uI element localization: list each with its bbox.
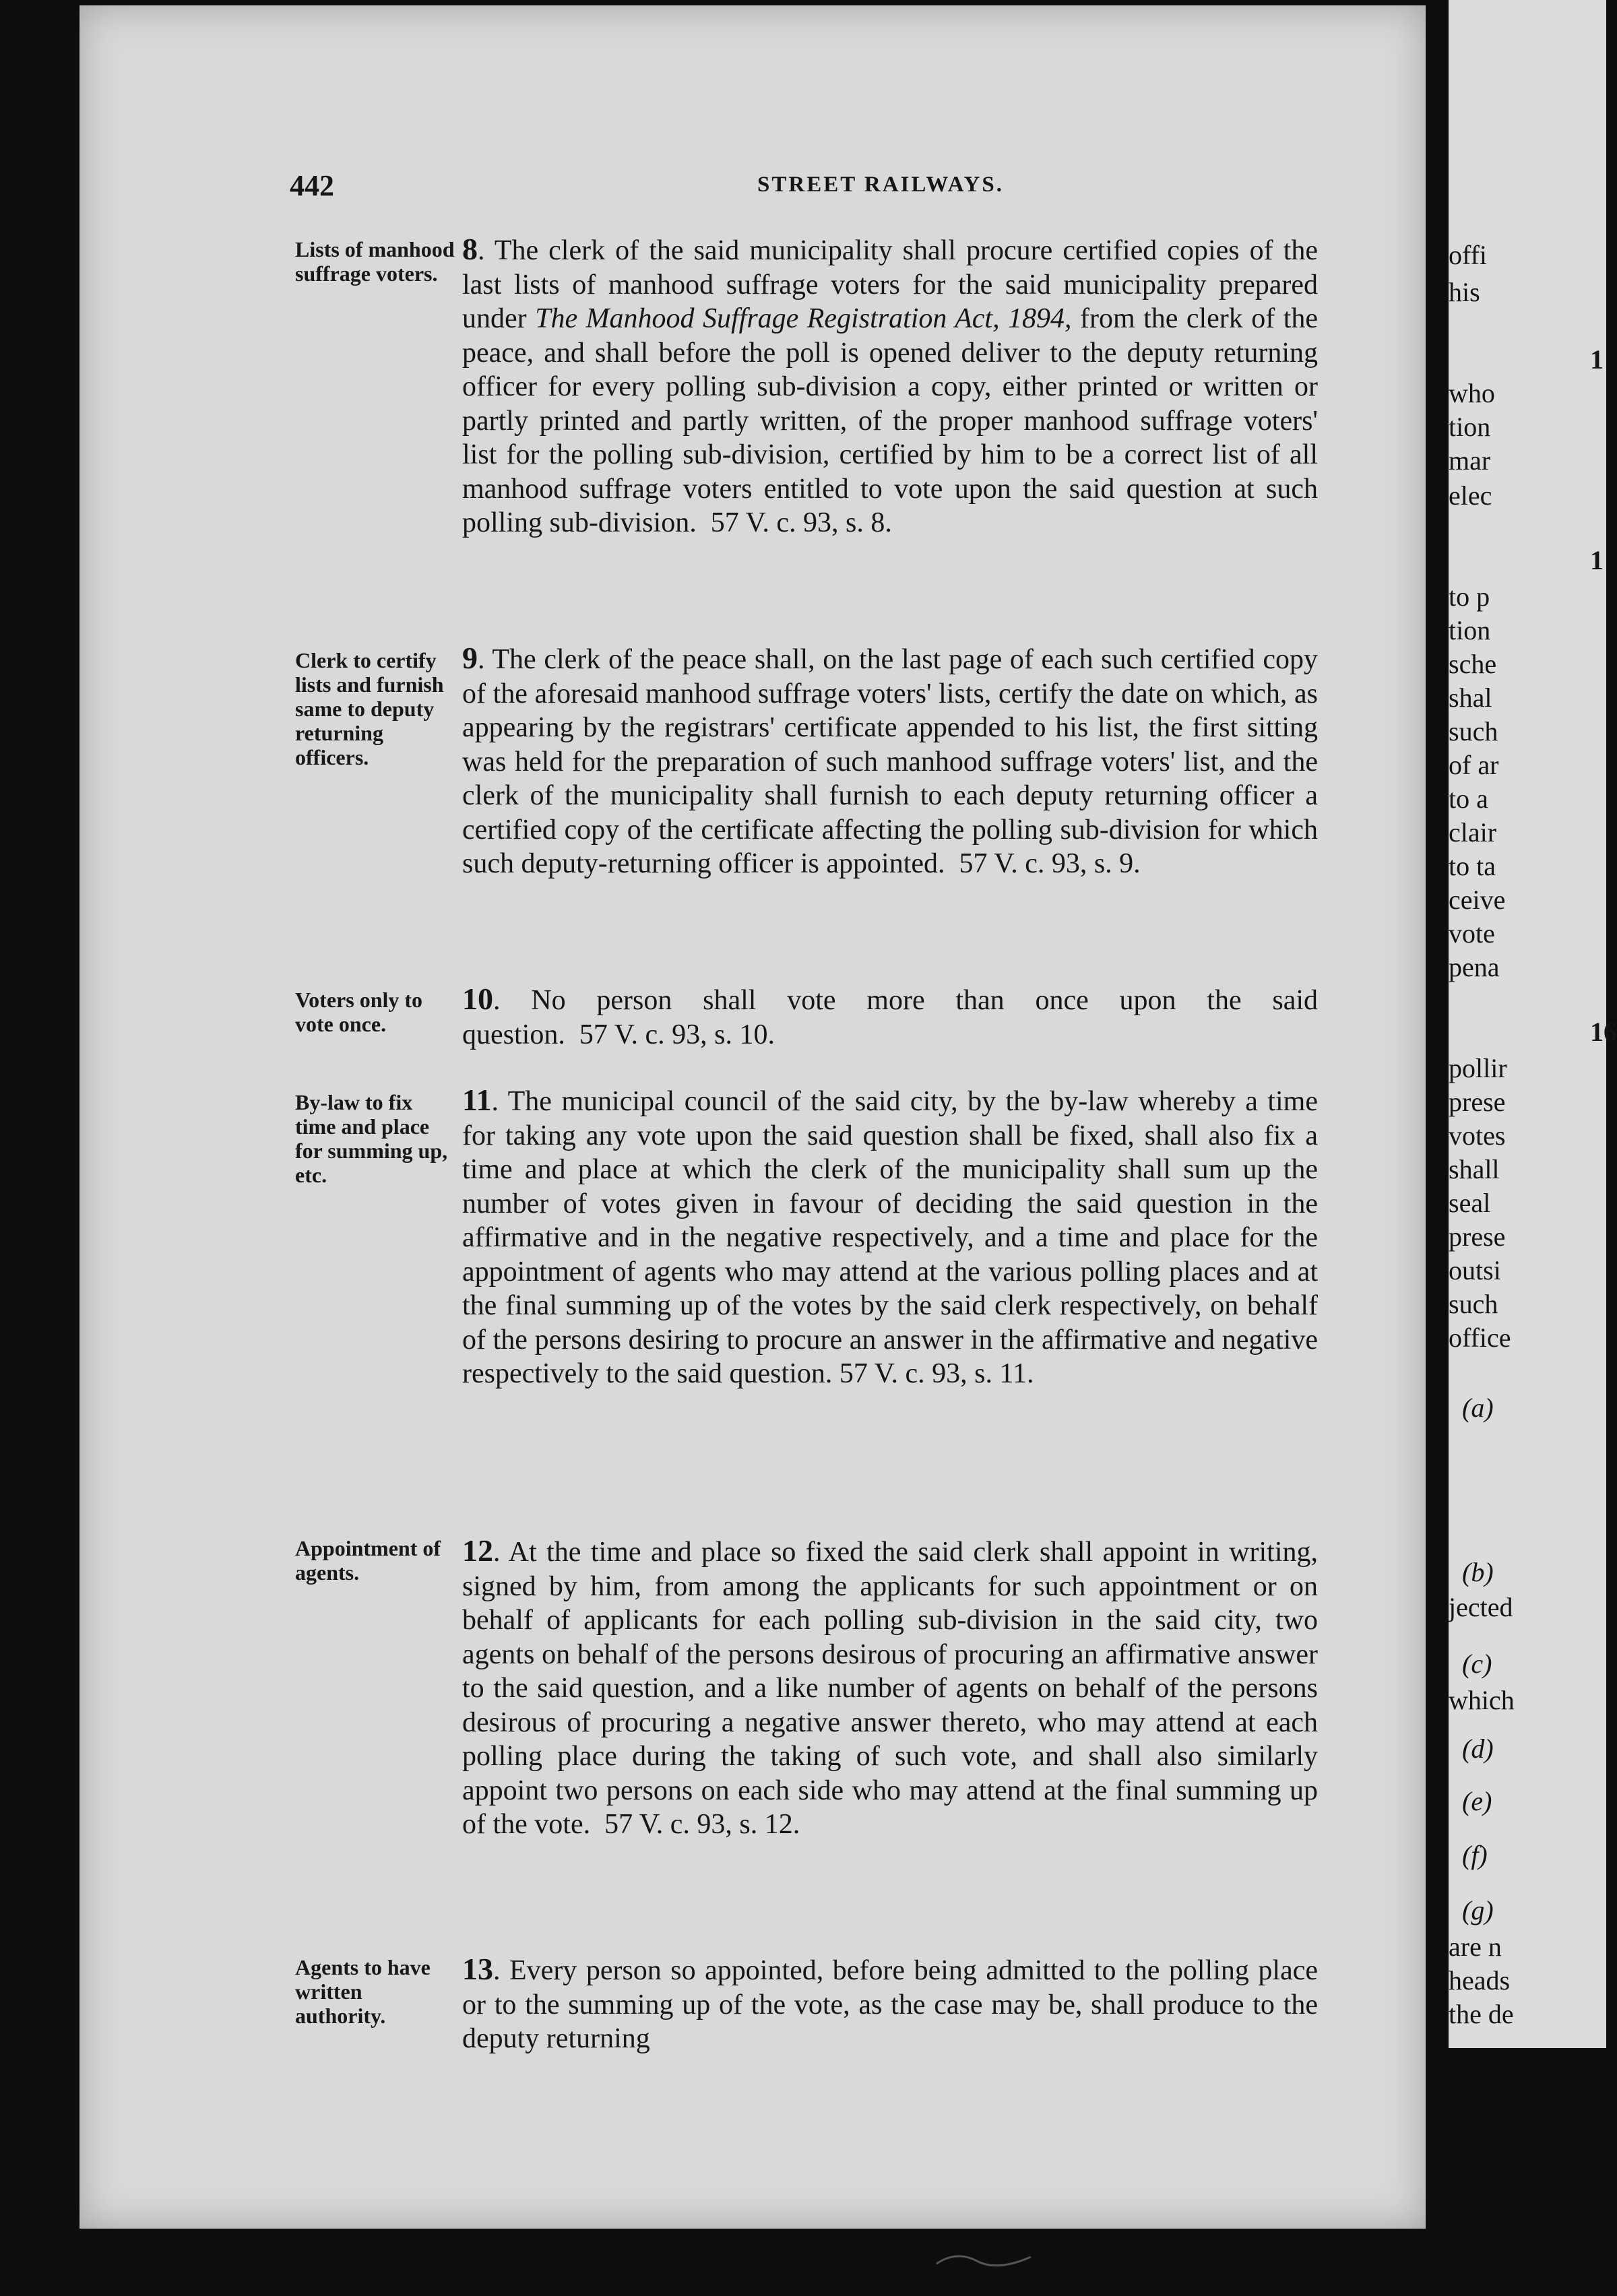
facing-page-fragment: such bbox=[1449, 1289, 1498, 1319]
facing-page-fragment: tion bbox=[1449, 615, 1491, 645]
facing-page-fragment: jected bbox=[1449, 1592, 1513, 1622]
facing-page-fragment: heads bbox=[1449, 1965, 1511, 1996]
section-text: The clerk of the peace shall, on the last page of each such certified copy of the aforesaid manhood suffrage voters' lists, certify the date on which, as appearing by the registrars' certificate appended to his list, the first sitting was held for the preparation of such manhood suffrage voters' list, and the clerk of the municipality shall furnish to each deputy returning officer a certified copy of the certificate affecting the polling sub-division for which such deputy-returning officer is appointed. bbox=[462, 644, 1318, 879]
facing-page-fragment: pena bbox=[1449, 952, 1500, 982]
section-number: 13 bbox=[462, 1952, 493, 1986]
section-number: 11 bbox=[462, 1083, 492, 1117]
margin-note-13: Agents to have written authority. bbox=[295, 1955, 431, 2028]
margin-note-10: Voters only to vote once. bbox=[295, 988, 423, 1036]
facing-page-fragment: tion bbox=[1449, 412, 1491, 442]
margin-note-11: By-law to fix time and place for summing up, etc. bbox=[295, 1090, 448, 1187]
statute-title: The Manhood Suffrage Registration Act, 1894, bbox=[535, 303, 1072, 334]
section-12: 12. At the time and place so fixed the said clerk shall appoint in writing, signed by him, from among the applicants for such appointment or on behalf of applicants for each polling sub-division in the said city, two agents on behalf of the persons desirous of procuring an affirmative answer to the said question, and a like number of agents on behalf of the persons desirous of procuring a negative answer thereto, who may attend at each polling place during the taking of such vote, and shall also similarly appoint two persons on each side who may attend at the final summing up of the vote. 57 V. c. 93, s. 12. bbox=[462, 1533, 1318, 1840]
citation: 57 V. c. 93, s. 12. bbox=[604, 1809, 800, 1840]
facing-page-fragment: elec bbox=[1449, 480, 1492, 511]
section-number: 12 bbox=[462, 1533, 493, 1568]
citation: 57 V. c. 93, s. 10. bbox=[579, 1019, 775, 1050]
section-text: Every person so appointed, before being admitted to the polling place or to the summing up of the vote, as the case may be, shall produce to the deputy returning bbox=[462, 1955, 1318, 2054]
facing-page-fragment: shall bbox=[1449, 1154, 1500, 1184]
facing-page-fragment: 1 bbox=[1590, 545, 1604, 575]
facing-page-fragment: (a) bbox=[1462, 1393, 1494, 1423]
facing-page-fragment: clair bbox=[1449, 817, 1497, 848]
facing-page-fragment: the de bbox=[1449, 1999, 1514, 2029]
section-11: 11. The municipal council of the said city, by the by-law whereby a time for taking any vote upon the said question shall be fixed, shall also fix a time and place at which the clerk of the municipality shall sum up the number of votes given in favour of deciding the said question in the affirmative and in the negative respectively, and a time and place for the appointment of agents who may attend at the various polling places and at the final summing up of the votes by the said clerk respectively, on behalf of the persons desiring to procure an answer in the affirmative and negative respectively to the said question. 57 V. c. 93, s. 11. bbox=[462, 1083, 1318, 1389]
facing-page-fragment: (b) bbox=[1462, 1557, 1494, 1587]
section-text: The municipal council of the said city, by the by-law whereby a time for taking any vote upon the said question shall be fixed, shall also fix a time and place at which the clerk of the municipality shall sum up the number of votes given in favour of deciding the said question in the affirmative and in the negative respectively, and a time and place for the appointment of agents who may attend at the various polling places and at the final summing up of the votes by the said clerk respectively, on behalf of the persons desiring to procure an answer in the affirmative and negative respectively to the said question. bbox=[462, 1086, 1318, 1389]
facing-page-fragment: prese bbox=[1449, 1087, 1506, 1117]
facing-page-fragment: shal bbox=[1449, 682, 1492, 713]
facing-page-fragment: of ar bbox=[1449, 750, 1499, 780]
facing-page-fragment: prese bbox=[1449, 1221, 1506, 1252]
section-text: The clerk of the said municipality shall procure certified copies of the last lists of manhood suffrage voters for the said municipality prepared under bbox=[462, 235, 1319, 334]
facing-page-fragment: 16 bbox=[1590, 1017, 1617, 1047]
page-number: 442 bbox=[290, 169, 334, 202]
facing-page-fragment: (g) bbox=[1462, 1895, 1494, 1925]
facing-page-fragment: (f) bbox=[1462, 1840, 1488, 1870]
facing-page-fragment: vote bbox=[1449, 918, 1495, 949]
margin-note-12: Appointment of agents. bbox=[295, 1536, 441, 1585]
section-text: At the time and place so fixed the said clerk shall appoint in writing, signed by him, from among the applicants for such appointment or on behalf of applicants for each polling sub-division in the said city, two agents on behalf of the persons desirous of procuring an affirmative answer to the said question, and a like number of agents on behalf of the persons desirous of procuring a negative answer thereto, who may attend at each polling place during the taking of such vote, and shall also similarly appoint two persons on each side who may attend at the final summing up of the vote. bbox=[462, 1537, 1318, 1840]
facing-page-fragment: to a bbox=[1449, 784, 1488, 814]
facing-page-fragment: ceive bbox=[1449, 885, 1506, 915]
margin-note-8: Lists of manhood suffrage voters. bbox=[295, 237, 455, 286]
section-number: 9 bbox=[462, 641, 478, 675]
section-number: 8 bbox=[462, 232, 478, 266]
facing-page-fragment: mar bbox=[1449, 445, 1491, 476]
facing-page-fragment: are n bbox=[1449, 1932, 1502, 1962]
facing-page-fragment: to ta bbox=[1449, 851, 1496, 881]
facing-page-fragment: to p bbox=[1449, 581, 1490, 612]
running-title: STREET RAILWAYS. bbox=[757, 172, 1004, 197]
citation: 57 V. c. 93, s. 9. bbox=[959, 848, 1141, 879]
section-text: No person shall vote more than once upon the said question. bbox=[462, 985, 1319, 1050]
section-13: 13. Every person so appointed, before being admitted to the polling place or to the summing up of the vote, as the case may be, shall produce to the deputy returning bbox=[462, 1952, 1318, 2054]
facing-page-fragment: his bbox=[1449, 277, 1480, 307]
section-10: 10. No person shall vote more than once upon the said question. 57 V. c. 93, s. 10. bbox=[462, 982, 1319, 1050]
facing-page-fragment: such bbox=[1449, 716, 1498, 746]
facing-page-fragment: which bbox=[1449, 1685, 1515, 1715]
facing-page-fragment: votes bbox=[1449, 1120, 1506, 1151]
facing-page bbox=[1449, 0, 1617, 2048]
facing-page-fragment: (c) bbox=[1462, 1649, 1492, 1679]
facing-page-fragment: (e) bbox=[1462, 1786, 1492, 1816]
scan-specks bbox=[930, 2243, 1038, 2270]
facing-page-fragment: (d) bbox=[1462, 1733, 1494, 1764]
section-number: 10 bbox=[462, 982, 493, 1016]
margin-note-9: Clerk to certify lists and furnish same to deputy returning officers. bbox=[295, 648, 444, 769]
facing-page-fragment: outsi bbox=[1449, 1255, 1501, 1285]
facing-page-fragment: pollir bbox=[1449, 1053, 1507, 1083]
facing-page-fragment: offi bbox=[1449, 240, 1488, 270]
section-text-continued: from the clerk of the peace, and shall before the poll is opened deliver to the deputy returning officer for every polling sub-division a copy, either printed or written or partly printed and partly written, of the proper manhood suffrage voters' list for the polling sub-division, certified by him to be a correct list of all manhood suffrage voters entitled to vote upon the said question at such polling sub-division. bbox=[462, 303, 1318, 538]
facing-page-fragment: 1 bbox=[1590, 344, 1604, 375]
section-9: 9. The clerk of the peace shall, on the last page of each such certified copy of the aforesaid manhood suffrage voters' lists, certify the date on which, as appearing by the registrars' certificate appended to his list, the first sitting was held for the preparation of such manhood suffrage voters' list, and the clerk of the municipality shall furnish to each deputy returning officer a certified copy of the certificate affecting the polling sub-division for which such deputy-returning officer is appointed. 57 V. c. 93, s. 9. bbox=[462, 641, 1318, 879]
facing-page-fragment: sche bbox=[1449, 649, 1497, 679]
facing-page-fragment: seal bbox=[1449, 1188, 1491, 1218]
section-8: 8. The clerk of the said municipality shall procure certified copies of the last lists of manhood suffrage voters for the said municipality prepared under The Manhood Suffrage Registration Act, 1894, from the clerk of the peace, and shall before the poll is opened deliver to the deputy returning officer for every polling sub-division a copy, either printed or written or partly printed and partly written, of the proper manhood suffrage voters' list for the polling sub-division, certified by him to be a correct list of all manhood suffrage voters entitled to vote upon the said question at such polling sub-division. 57 V. c. 93, s. 8. bbox=[462, 232, 1319, 538]
facing-page-fragment: office bbox=[1449, 1322, 1511, 1353]
citation: 57 V. c. 93, s. 8. bbox=[710, 507, 892, 538]
facing-page-fragment: who bbox=[1449, 378, 1495, 408]
citation: 57 V. c. 93, s. 11. bbox=[839, 1358, 1034, 1389]
